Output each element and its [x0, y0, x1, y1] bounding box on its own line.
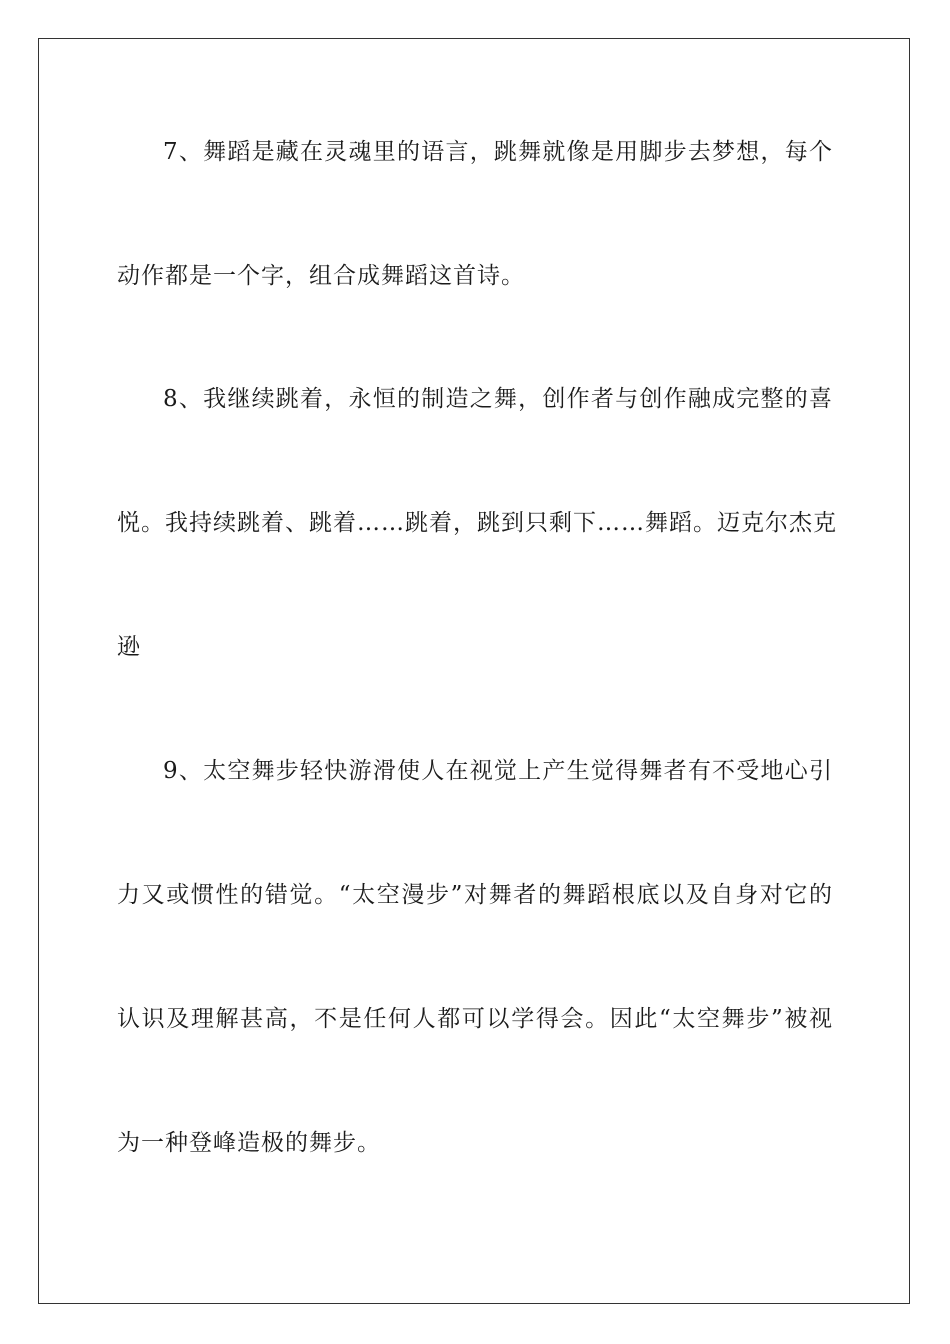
text-line: 7、舞蹈是藏在灵魂里的语言，跳舞就像是用脚步去梦想，每个: [163, 139, 833, 165]
text-line: 逊: [117, 634, 141, 660]
page-border: [38, 38, 910, 1304]
text-line: 悦。我持续跳着、跳着……跳着，跳到只剩下……舞蹈。迈克尔杰克: [117, 510, 837, 536]
text-line: 为一种登峰造极的舞步。: [117, 1130, 381, 1156]
text-line: 8、我继续跳着，永恒的制造之舞，创作者与创作融成完整的喜: [163, 386, 833, 412]
text-line: 力又或惯性的错觉。“太空漫步”对舞者的舞蹈根底以及自身对它的: [117, 882, 833, 908]
text-line: 认识及理解甚高，不是任何人都可以学得会。因此“太空舞步”被视: [117, 1006, 833, 1032]
text-line: 9、太空舞步轻快游滑使人在视觉上产生觉得舞者有不受地心引: [163, 758, 833, 784]
text-line: 动作都是一个字，组合成舞蹈这首诗。: [117, 263, 525, 289]
